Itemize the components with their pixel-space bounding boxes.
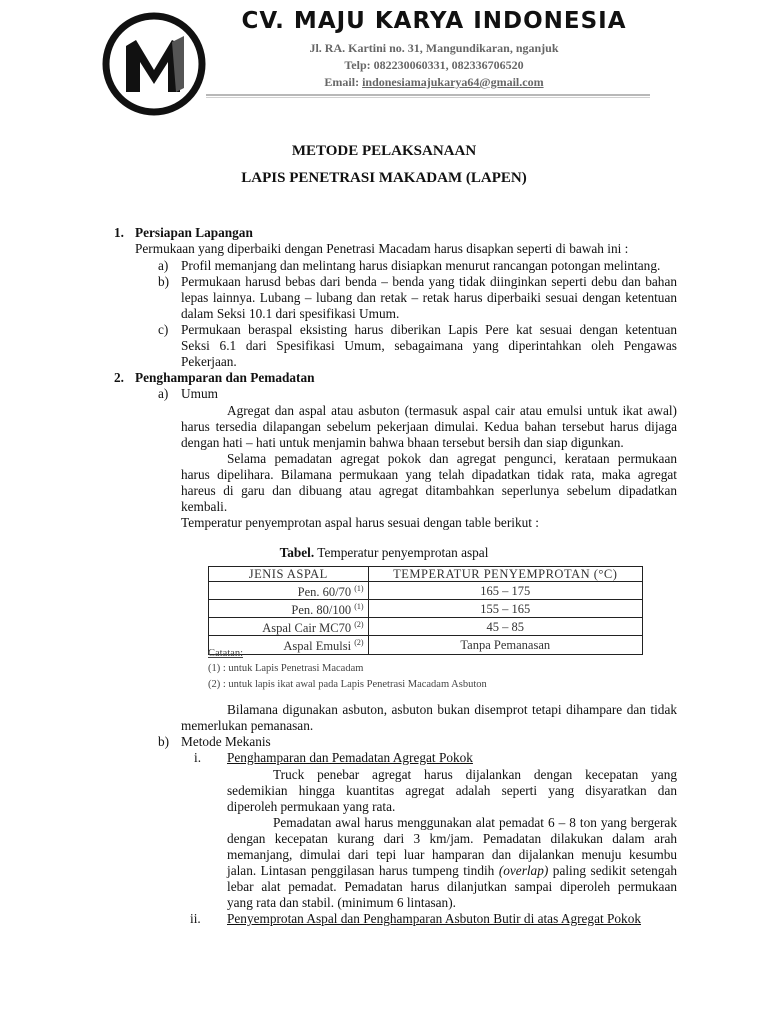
item-1b-line: lepas lainnya. Lubang – lubang dan retak – retak harus diperbaiki sesuai dengan ketentuan [181, 290, 677, 305]
table-cell: 45 – 85 [368, 618, 642, 636]
subsection-b-label: b) [158, 734, 170, 749]
item-label: a) [158, 258, 169, 273]
company-email-line [218, 75, 650, 90]
text-run: jalan. Lintasan penggilasan harus tumpeng tindih [227, 863, 499, 878]
subsection-b-title: Metode Mekanis [181, 734, 271, 749]
para-line: dengan kecepatan kurang dari 3 km/jam. Pemadatan dilakukan dalam arah [227, 831, 677, 846]
company-address: Jl. RA. Kartini no. 31, Mangundikaran, nganjuk [309, 41, 559, 55]
sub-i-title: Penghamparan dan Pemadatan Agregat Pokok [227, 750, 473, 765]
table-header-cell: TEMPERATUR PENYEMPROTAN (°C) [368, 567, 642, 582]
table-row [209, 582, 643, 600]
table-header-row [209, 567, 643, 582]
para-line: Temperatur penyemprotan aspal harus sesuai dengan table berikut : [181, 515, 539, 530]
item-1a-line: Profil memanjang dan melintang harus disiapkan menurut rancangan potongan melintang. [181, 258, 661, 273]
footnote-mark: (1) [354, 602, 364, 612]
section-1-number: 1. [114, 225, 124, 240]
table-cell: 155 – 165 [368, 600, 642, 618]
company-logo [102, 12, 206, 116]
asphalt-type: Aspal Cair MC70 [262, 621, 352, 636]
para-line: Bilamana digunakan asbuton, asbuton bukan disemprot tetapi dihampare dan tidak [227, 702, 677, 717]
table-row [209, 636, 643, 654]
section-2-heading: Penghamparan dan Pemadatan [135, 370, 315, 385]
sub-i-label: i. [194, 750, 202, 765]
para-line: sedemikian hingga kuantitas agregat adalah seperti yang disyaratkan dan [227, 783, 677, 798]
para-line: lebar alat pemadat. Pemadatan harus dilanjutkan sampai diperoleh permukaan [227, 879, 677, 894]
company-name: CV. MAJU KARYA INDONESIA [241, 8, 627, 34]
item-1b-line: dalam Seksi 10.1 dari spesifikasi Umum. [181, 306, 400, 321]
asphalt-type: Aspal Emulsi [283, 639, 352, 654]
para-line: kembali. [181, 499, 228, 514]
item-label: b) [158, 274, 170, 289]
para-line: memanjang, dimulai dari tepi luar hamparan dan dijalankan menuju kesumbu [227, 847, 677, 862]
table-note: (2) : untuk lapis ikat awal pada Lapis Penetrasi Macadam Asbuton [208, 679, 487, 690]
item-1b-line: Permukaan harusd bebas dari benda – benda yang tidak diinginkan seperti debu dan bahan [181, 274, 677, 289]
table-cell: Tanpa Pemanasan [368, 636, 642, 654]
footnote-mark: (2) [354, 620, 364, 630]
table-row [209, 600, 643, 618]
table-cell [209, 600, 369, 618]
section-1-heading: Persiapan Lapangan [135, 225, 253, 240]
table-caption-text: Temperatur penyemprotan aspal [314, 545, 489, 560]
table-cell: 165 – 175 [368, 582, 642, 600]
asphalt-type: Pen. 60/70 [297, 585, 352, 600]
para-line: diperoleh permukaan yang rata. [227, 799, 396, 814]
item-1c-line: Seksi 6.1 dari Spesifikasi Umum, sebagaimana yang diperintahkan oleh Pengawas [181, 338, 677, 353]
para-line: dengan hati – hati untuk menjamin bahwa bhaan tersebut bersih dan siap digunkan. [181, 435, 624, 450]
company-phone: Telp: 082230060331, 082336706520 [344, 58, 524, 72]
item-1c-line: Pekerjaan. [181, 354, 237, 369]
table-cell [209, 618, 369, 636]
document-subtitle: LAPIS PENETRASI MAKADAM (LAPEN) [241, 170, 527, 186]
footnote-mark: (2) [354, 638, 364, 648]
para-line: Pemadatan awal harus menggunakan alat pemadat 6 – 8 ton yang bergerak [273, 815, 677, 830]
para-line [227, 863, 677, 879]
subsection-a-label: a) [158, 386, 169, 401]
para-line: yang rata dan stabil. (minimum 6 lintasan). [227, 895, 456, 910]
footnote-mark: (1) [354, 584, 364, 593]
para-line: Agregat dan aspal atau asbuton (termasuk aspal cair atau emulsi untuk ikat awal) [227, 403, 677, 418]
asphalt-type: Pen. 80/100 [291, 603, 352, 618]
email-link[interactable]: indonesiamajukarya64@gmail.com [362, 75, 544, 89]
item-1c-line: Permukaan beraspal eksisting harus diberikan Lapis Pere kat sesuai dengan ketentuan [181, 322, 677, 337]
para-line: Selama pemadatan agregat pokok dan agregat pengunci, kerataan permukaan [227, 451, 677, 466]
item-label: c) [158, 322, 169, 337]
email-label: Email: [324, 75, 363, 89]
subsection-a-title: Umum [181, 386, 218, 401]
para-line: memerlukan pemanasan. [181, 718, 314, 733]
table-caption [0, 545, 768, 561]
table-row [209, 618, 643, 636]
section-1-intro: Permukaan yang diperbaiki dengan Penetrasi Macadam harus disapkan seperti di bawah ini : [135, 241, 629, 256]
table-cell [209, 582, 369, 600]
document-title: METODE PELAKSANAAN [291, 143, 477, 159]
letterhead-rule-thin [206, 97, 650, 98]
para-line: hareus di garu dan dibuang atau agregat ditambahkan seperlunya sebelum dipadatkan [181, 483, 677, 498]
table-caption-label: Tabel. [279, 545, 315, 560]
para-line: harus tersedia dilapangan sebelum pekerjaan dimulai. Kedua bahan tersebut harus dijaga [181, 419, 677, 434]
para-line: harus dipelihara. Bilamana permukaan yang telah dipadatkan tidak rata, maka agregat [181, 467, 677, 482]
text-run: paling sedikit setengah [548, 863, 677, 878]
table-header-cell: JENIS ASPAL [209, 567, 369, 582]
sub-ii-title: Penyemprotan Aspal dan Penghamparan Asbuton Butir di atas Agregat Pokok [227, 911, 641, 926]
section-2-number: 2. [114, 370, 124, 385]
letterhead-rule [206, 94, 650, 96]
table-notes-title: Catatan: [208, 648, 243, 659]
para-line: Truck penebar agregat harus dijalankan dengan kecepatan yang [273, 767, 677, 782]
temperature-table [208, 566, 643, 655]
table-note: (1) : untuk Lapis Penetrasi Macadam [208, 663, 364, 674]
italic-term: (overlap) [498, 863, 549, 878]
sub-ii-label: ii. [190, 911, 201, 926]
